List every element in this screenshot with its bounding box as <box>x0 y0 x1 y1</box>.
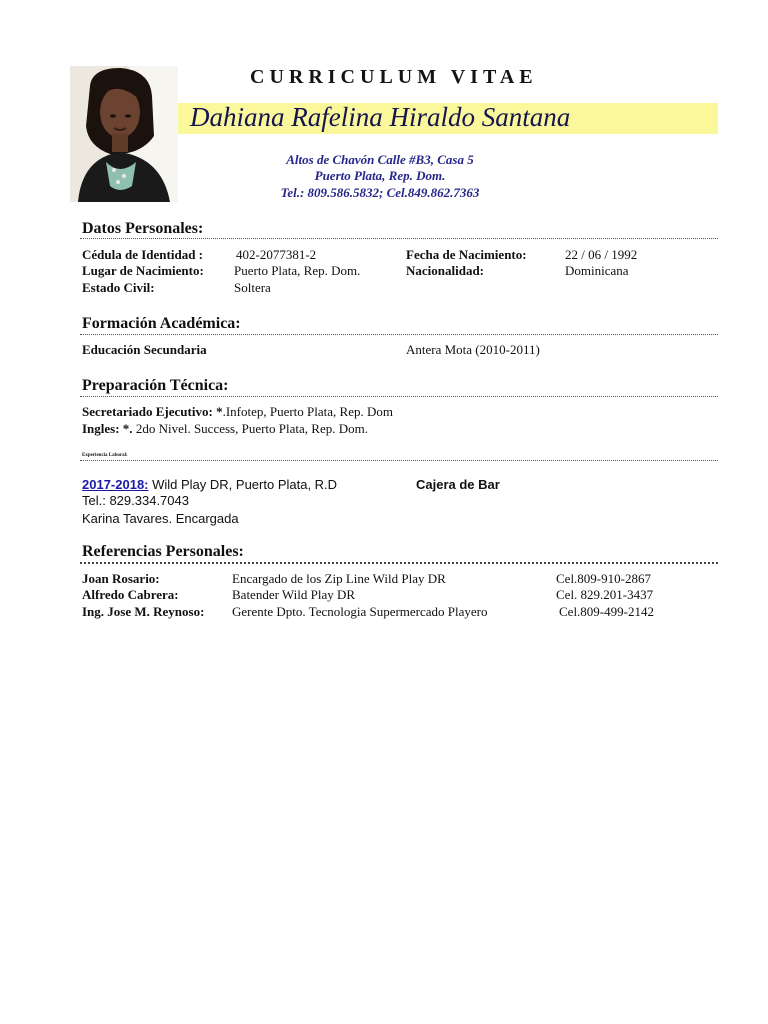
reference-name: Ing. Jose M. Reynoso: <box>82 604 205 619</box>
training-item-2-value: 2do Nivel. Success, Puerto Plata, Rep. Dom. <box>132 421 368 436</box>
section-referencias-title: Referencias Personales: <box>82 543 244 560</box>
section-divider <box>80 334 718 335</box>
section-formacion-title: Formación Académica: <box>82 315 241 332</box>
nacionalidad-label: Nacionalidad: <box>406 263 485 278</box>
cedula-label: Cédula de Identidad : <box>82 247 203 262</box>
section-divider <box>80 562 718 564</box>
training-item-2-label: Ingles: *. <box>82 421 133 436</box>
training-item-1-bullet: * <box>212 404 223 419</box>
reference-role: Encargado de los Zip Line Wild Play DR <box>232 571 446 586</box>
reference-phone: Cel.809-499-2142 <box>559 604 654 619</box>
lugar-nacimiento-label: Lugar de Nacimiento: <box>82 263 204 278</box>
address-line-1: Altos de Chavón Calle #B3, Casa 5 <box>286 152 474 167</box>
candidate-name: Dahiana Rafelina Hiraldo Santana <box>190 102 571 132</box>
job-company: Wild Play DR, Puerto Plata, R.D <box>148 477 338 492</box>
reference-role: Batender Wild Play DR <box>232 587 356 602</box>
training-item-1-value: .Infotep, Puerto Plata, Rep. Dom <box>222 404 393 419</box>
lugar-nacimiento-value: Puerto Plata, Rep. Dom. <box>234 263 361 278</box>
training-item-1 <box>82 404 393 420</box>
fecha-nacimiento-label: Fecha de Nacimiento: <box>406 247 527 262</box>
job-years-link[interactable]: 2017-2018: <box>82 477 149 492</box>
section-divider <box>80 396 718 397</box>
estado-civil-label: Estado Civil: <box>82 280 155 295</box>
education-level: Educación Secundaria <box>82 342 207 357</box>
nacionalidad-value: Dominicana <box>565 263 629 278</box>
job-position: Cajera de Bar <box>416 477 500 492</box>
training-item-1-label: Secretariado Ejecutivo: <box>82 404 213 419</box>
estado-civil-value: Soltera <box>234 280 271 295</box>
portrait-image <box>70 66 178 202</box>
reference-role: Gerente Dpto. Tecnologia Supermercado Playero <box>232 604 488 619</box>
cedula-value: 402-2077381-2 <box>236 247 317 262</box>
reference-phone: Cel.809-910-2867 <box>556 571 651 586</box>
section-experiencia-title: Experiencia Laboral: <box>82 453 128 458</box>
reference-phone: Cel. 829.201-3437 <box>556 587 654 602</box>
profile-photo <box>70 66 178 202</box>
address-line-2: Puerto Plata, Rep. Dom. <box>314 168 446 183</box>
fecha-nacimiento-value: 22 / 06 / 1992 <box>565 247 638 262</box>
training-item-2 <box>82 421 368 437</box>
section-divider <box>80 238 718 239</box>
education-school: Antera Mota (2010-2011) <box>406 342 540 357</box>
section-divider <box>80 460 718 461</box>
job-contact: Karina Tavares. Encargada <box>82 511 239 526</box>
section-datos-personales-title: Datos Personales: <box>82 220 204 237</box>
reference-name: Alfredo Cabrera: <box>82 587 179 602</box>
reference-name: Joan Rosario: <box>82 571 160 586</box>
section-preparacion-title: Preparación Técnica: <box>82 377 229 394</box>
job-entry <box>82 477 337 492</box>
document-title: CURRICULUM VITAE <box>250 66 538 88</box>
job-phone: Tel.: 829.334.7043 <box>82 493 189 508</box>
phone-line: Tel.: 809.586.5832; Cel.849.862.7363 <box>280 185 480 200</box>
